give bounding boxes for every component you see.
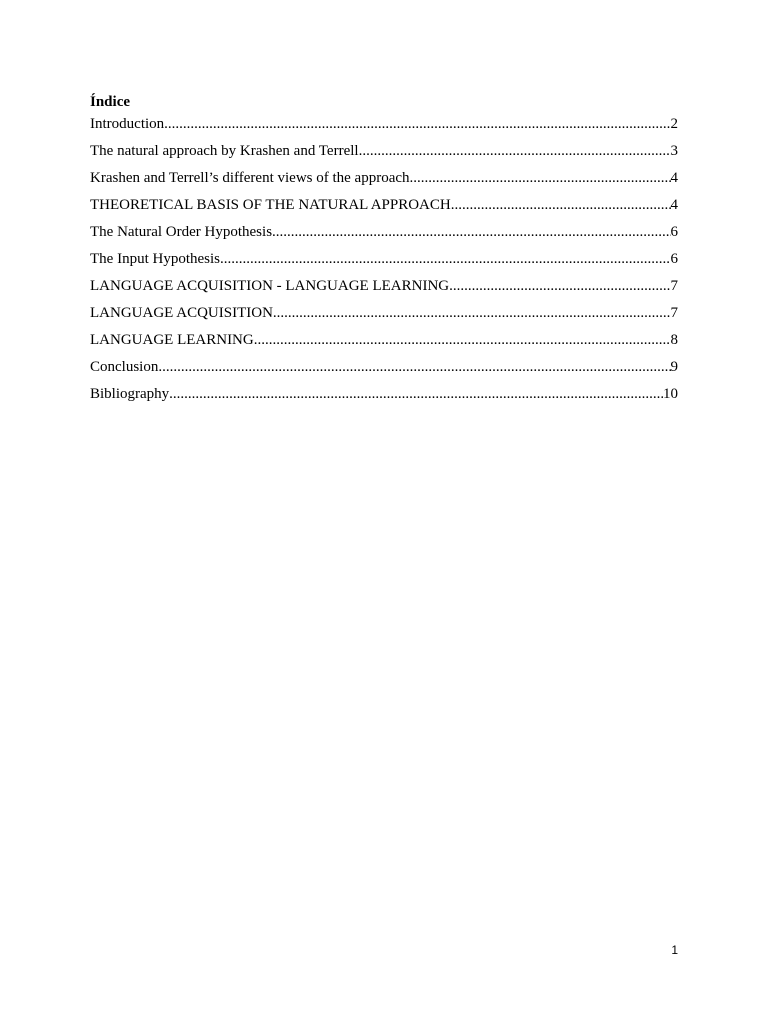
toc-entry-page: 6 [670, 224, 678, 240]
toc-entry-page: 4 [670, 197, 678, 213]
toc-entry-theoretical-basis[interactable] [90, 196, 678, 214]
footer-page-number: 1 [671, 943, 678, 957]
toc-entry-bibliography[interactable] [90, 385, 678, 403]
toc-entry-page: 6 [670, 251, 678, 267]
toc-dot-leader [158, 358, 670, 376]
toc-entry-page: 2 [670, 116, 678, 132]
toc-entry-label: The Natural Order Hypothesis [90, 224, 273, 240]
toc-dot-leader [164, 115, 670, 133]
toc-dot-leader [451, 196, 671, 214]
toc-entry-label: Krashen and Terrell’s different views of the approach [90, 170, 410, 186]
toc-dot-leader [272, 223, 670, 241]
toc-dot-leader [220, 250, 671, 268]
toc-entry-label: LANGUAGE LEARNING [90, 332, 254, 348]
toc-entry-page: 7 [670, 305, 678, 321]
toc-entry-page: 9 [670, 359, 678, 375]
toc-heading: Índice [90, 94, 131, 110]
toc-entry-label: The Input Hypothesis [90, 251, 220, 267]
toc-dot-leader [169, 385, 663, 403]
toc-entry-page: 10 [663, 386, 678, 402]
toc-entry-acquisition-learning[interactable] [90, 277, 678, 295]
toc-dot-leader [449, 277, 670, 295]
toc-entry-label: Bibliography [90, 386, 170, 402]
toc-dot-leader [359, 142, 671, 160]
toc-list [90, 115, 678, 403]
toc-entry-page: 3 [670, 143, 678, 159]
table-of-contents [90, 92, 678, 403]
toc-entry-label: The natural approach by Krashen and Terrell [90, 143, 359, 159]
toc-entry-label: LANGUAGE ACQUISITION [90, 305, 273, 321]
toc-dot-leader [254, 331, 671, 349]
toc-entry-natural-order-hypothesis[interactable] [90, 223, 678, 241]
toc-dot-leader [410, 169, 671, 187]
toc-entry-label: THEORETICAL BASIS OF THE NATURAL APPROACH [90, 197, 451, 213]
toc-entry-language-learning[interactable] [90, 331, 678, 349]
toc-entry-label: Introduction [90, 116, 165, 132]
toc-entry-label: LANGUAGE ACQUISITION - LANGUAGE LEARNING [90, 278, 450, 294]
toc-entry-natural-approach[interactable] [90, 142, 678, 160]
toc-entry-input-hypothesis[interactable] [90, 250, 678, 268]
toc-entry-conclusion[interactable] [90, 358, 678, 376]
toc-dot-leader [273, 304, 671, 322]
toc-entry-label: Conclusion [90, 359, 159, 375]
toc-entry-page: 4 [670, 170, 678, 186]
toc-entry-language-acquisition[interactable] [90, 304, 678, 322]
toc-entry-page: 8 [670, 332, 678, 348]
toc-entry-page: 7 [670, 278, 678, 294]
toc-entry-different-views[interactable] [90, 169, 678, 187]
toc-entry-introduction[interactable] [90, 115, 678, 133]
